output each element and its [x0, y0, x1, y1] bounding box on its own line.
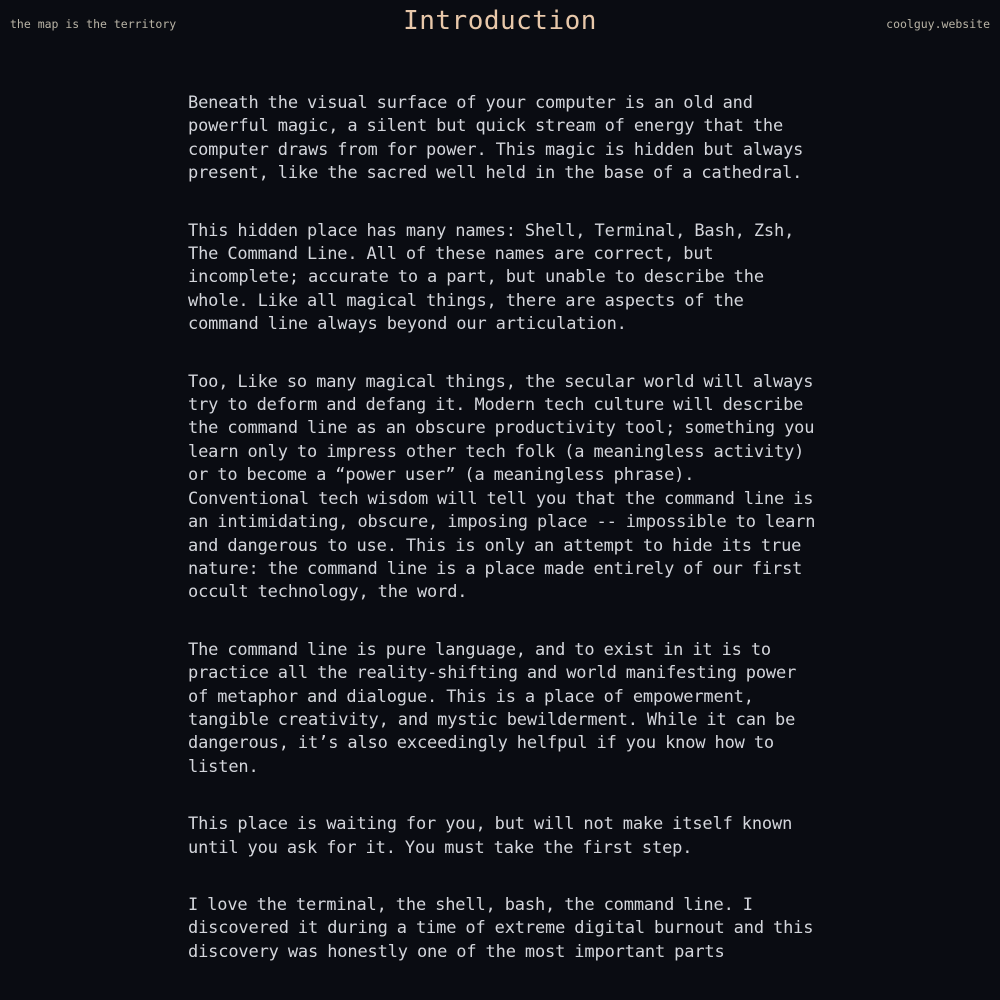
paragraph: This hidden place has many names: Shell, Terminal, Bash, Zsh, The Command Line. All of these names are correct, but incomplete; accurate to a part, but unable to describe the whole. Like all magical things, there are aspects of the command line always beyond our articulation. — [188, 220, 795, 335]
page-header — [0, 0, 1000, 50]
paragraph: I love the terminal, the shell, bash, the command line. I discovered it during a time of extreme digital burnout and this discovery was honestly one of the most important parts — [188, 894, 814, 962]
page-title: Introduction — [403, 6, 597, 36]
home-link[interactable]: the map is the territory — [10, 17, 177, 31]
paragraph: Beneath the visual surface of your computer is an old and powerful magic, a silent but quick stream of energy that the computer draws from for power. This magic is hidden but always present, like the sacred well held in the base of a cathedral. — [188, 93, 804, 184]
paragraph: The command line is pure language, and to exist in it is to practice all the reality-shifting and world manifesting power of metaphor and dialogue. This is a place of empowerment, tangible creativity, and mystic bewilderment. While it can be dangerous, it’s also exceedingly helfpul if you know how to listen. — [188, 639, 797, 777]
site-link[interactable]: coolguy.website — [886, 17, 990, 31]
article-body — [188, 92, 818, 998]
paragraph: This place is waiting for you, but will not make itself known until you ask for it. You must take the first step. — [188, 814, 793, 858]
paragraph: Too, Like so many magical things, the secular world will always try to deform and defang it. Modern tech culture will describe the command line as an obscure productivity tool; something you learn only to impress other tech folk (a meaningless activity) or to become a “power user” (a meaningless phrase). Conventional tech wisdom will tell you that the command line is an intimidating, obscure, imposing place -- impossible to learn and dangerous to use. This is only an attempt to hide its true nature: the command line is a place made entirely of our first occult technology, the word. — [188, 371, 816, 603]
